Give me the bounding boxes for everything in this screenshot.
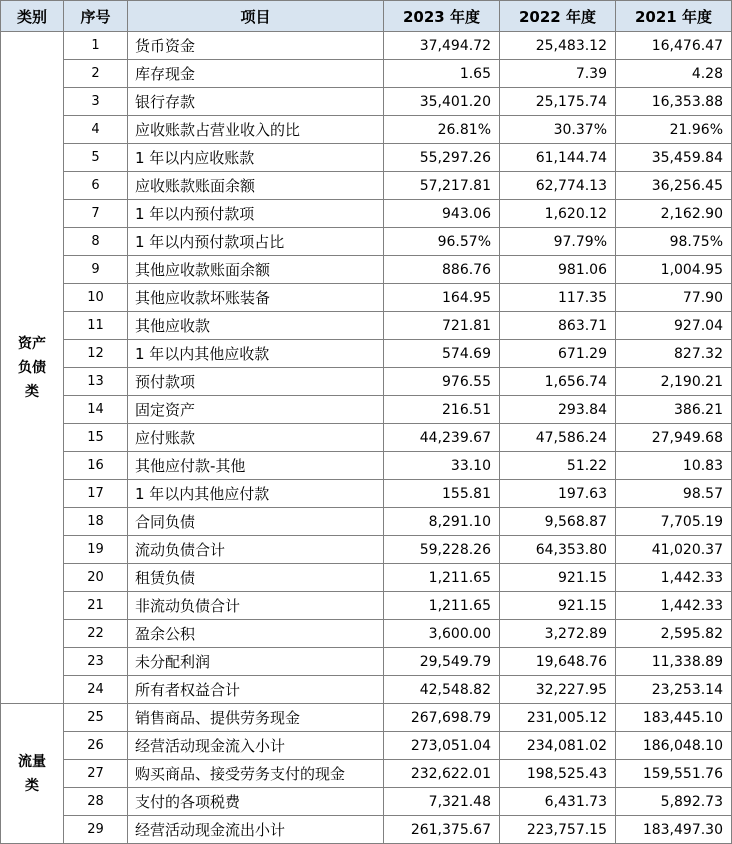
value-2022-cell: 47,586.24: [500, 424, 616, 452]
value-2023-cell: 26.81%: [384, 116, 500, 144]
value-2022-cell: 863.71: [500, 312, 616, 340]
value-2023-cell: 886.76: [384, 256, 500, 284]
value-2021-cell: 186,048.10: [616, 732, 732, 760]
value-2023-cell: 59,228.26: [384, 536, 500, 564]
seq-cell: 26: [64, 732, 128, 760]
value-2023-cell: 574.69: [384, 340, 500, 368]
value-2021-cell: 2,190.21: [616, 368, 732, 396]
value-2023-cell: 1.65: [384, 60, 500, 88]
value-2021-cell: 35,459.84: [616, 144, 732, 172]
seq-cell: 17: [64, 480, 128, 508]
value-2023-cell: 721.81: [384, 312, 500, 340]
value-2021-cell: 7,705.19: [616, 508, 732, 536]
value-2021-cell: 827.32: [616, 340, 732, 368]
value-2022-cell: 64,353.80: [500, 536, 616, 564]
item-cell: 库存现金: [128, 60, 384, 88]
table-row: [1, 564, 732, 592]
value-2022-cell: 293.84: [500, 396, 616, 424]
table-body: [1, 32, 732, 844]
value-2022-cell: 198,525.43: [500, 760, 616, 788]
seq-cell: 11: [64, 312, 128, 340]
seq-cell: 2: [64, 60, 128, 88]
value-2023-cell: 232,622.01: [384, 760, 500, 788]
value-2023-cell: 216.51: [384, 396, 500, 424]
table-row: [1, 508, 732, 536]
value-2023-cell: 267,698.79: [384, 704, 500, 732]
value-2023-cell: 155.81: [384, 480, 500, 508]
value-2023-cell: 35,401.20: [384, 88, 500, 116]
item-cell: 1 年以内其他应付款: [128, 480, 384, 508]
value-2022-cell: 62,774.13: [500, 172, 616, 200]
seq-cell: 6: [64, 172, 128, 200]
value-2022-cell: 9,568.87: [500, 508, 616, 536]
value-2022-cell: 921.15: [500, 592, 616, 620]
value-2021-cell: 386.21: [616, 396, 732, 424]
table-row: [1, 116, 732, 144]
item-cell: 1 年以内预付款项: [128, 200, 384, 228]
item-cell: 盈余公积: [128, 620, 384, 648]
table-row: [1, 704, 732, 732]
header-2021: 2021 年度: [616, 1, 732, 32]
value-2021-cell: 10.83: [616, 452, 732, 480]
category-label: 资产负债类: [18, 335, 46, 400]
value-2022-cell: 981.06: [500, 256, 616, 284]
table-row: [1, 452, 732, 480]
seq-cell: 5: [64, 144, 128, 172]
value-2021-cell: 2,595.82: [616, 620, 732, 648]
table-row: [1, 592, 732, 620]
value-2022-cell: 117.35: [500, 284, 616, 312]
header-item: 项目: [128, 1, 384, 32]
table-row: [1, 88, 732, 116]
table-row: [1, 676, 732, 704]
seq-cell: 20: [64, 564, 128, 592]
value-2021-cell: 98.75%: [616, 228, 732, 256]
seq-cell: 8: [64, 228, 128, 256]
value-2021-cell: 5,892.73: [616, 788, 732, 816]
seq-cell: 23: [64, 648, 128, 676]
seq-cell: 3: [64, 88, 128, 116]
seq-cell: 22: [64, 620, 128, 648]
table-row: [1, 60, 732, 88]
value-2023-cell: 55,297.26: [384, 144, 500, 172]
header-row: [1, 1, 732, 32]
value-2023-cell: 42,548.82: [384, 676, 500, 704]
seq-cell: 29: [64, 816, 128, 844]
item-cell: 经营活动现金流出小计: [128, 816, 384, 844]
value-2021-cell: 41,020.37: [616, 536, 732, 564]
item-cell: 非流动负债合计: [128, 592, 384, 620]
value-2023-cell: 7,321.48: [384, 788, 500, 816]
item-cell: 所有者权益合计: [128, 676, 384, 704]
table-row: [1, 536, 732, 564]
value-2021-cell: 36,256.45: [616, 172, 732, 200]
item-cell: 1 年以内其他应收款: [128, 340, 384, 368]
value-2022-cell: 6,431.73: [500, 788, 616, 816]
item-cell: 银行存款: [128, 88, 384, 116]
value-2021-cell: 23,253.14: [616, 676, 732, 704]
header-2023: 2023 年度: [384, 1, 500, 32]
value-2022-cell: 97.79%: [500, 228, 616, 256]
value-2022-cell: 1,620.12: [500, 200, 616, 228]
table-row: [1, 368, 732, 396]
item-cell: 货币资金: [128, 32, 384, 60]
header-category: 类别: [1, 1, 64, 32]
value-2022-cell: 25,175.74: [500, 88, 616, 116]
item-cell: 租赁负债: [128, 564, 384, 592]
value-2022-cell: 231,005.12: [500, 704, 616, 732]
value-2021-cell: 183,445.10: [616, 704, 732, 732]
value-2023-cell: 96.57%: [384, 228, 500, 256]
table-row: [1, 620, 732, 648]
seq-cell: 12: [64, 340, 128, 368]
value-2023-cell: 261,375.67: [384, 816, 500, 844]
value-2023-cell: 273,051.04: [384, 732, 500, 760]
item-cell: 应收账款账面余额: [128, 172, 384, 200]
value-2021-cell: 1,442.33: [616, 592, 732, 620]
value-2021-cell: 4.28: [616, 60, 732, 88]
value-2023-cell: 164.95: [384, 284, 500, 312]
value-2021-cell: 2,162.90: [616, 200, 732, 228]
value-2023-cell: 3,600.00: [384, 620, 500, 648]
seq-cell: 18: [64, 508, 128, 536]
value-2022-cell: 223,757.15: [500, 816, 616, 844]
table-row: [1, 788, 732, 816]
header-2022: 2022 年度: [500, 1, 616, 32]
value-2021-cell: 1,004.95: [616, 256, 732, 284]
table-row: [1, 256, 732, 284]
item-cell: 应付账款: [128, 424, 384, 452]
item-cell: 其他应付款-其他: [128, 452, 384, 480]
item-cell: 1 年以内应收账款: [128, 144, 384, 172]
item-cell: 合同负债: [128, 508, 384, 536]
value-2021-cell: 11,338.89: [616, 648, 732, 676]
item-cell: 经营活动现金流入小计: [128, 732, 384, 760]
table-row: [1, 424, 732, 452]
value-2022-cell: 921.15: [500, 564, 616, 592]
seq-cell: 25: [64, 704, 128, 732]
item-cell: 应收账款占营业收入的比: [128, 116, 384, 144]
value-2022-cell: 51.22: [500, 452, 616, 480]
seq-cell: 24: [64, 676, 128, 704]
value-2023-cell: 1,211.65: [384, 564, 500, 592]
value-2022-cell: 671.29: [500, 340, 616, 368]
seq-cell: 28: [64, 788, 128, 816]
value-2023-cell: 976.55: [384, 368, 500, 396]
value-2023-cell: 29,549.79: [384, 648, 500, 676]
value-2021-cell: 159,551.76: [616, 760, 732, 788]
value-2022-cell: 61,144.74: [500, 144, 616, 172]
seq-cell: 16: [64, 452, 128, 480]
seq-cell: 13: [64, 368, 128, 396]
value-2022-cell: 30.37%: [500, 116, 616, 144]
seq-cell: 27: [64, 760, 128, 788]
value-2021-cell: 16,476.47: [616, 32, 732, 60]
value-2022-cell: 3,272.89: [500, 620, 616, 648]
value-2022-cell: 7.39: [500, 60, 616, 88]
table-row: [1, 284, 732, 312]
item-cell: 销售商品、提供劳务现金: [128, 704, 384, 732]
table-row: [1, 228, 732, 256]
table-row: [1, 172, 732, 200]
table-row: [1, 732, 732, 760]
seq-cell: 19: [64, 536, 128, 564]
value-2023-cell: 943.06: [384, 200, 500, 228]
table-row: [1, 340, 732, 368]
header-seq: 序号: [64, 1, 128, 32]
category-cell: [1, 704, 64, 844]
value-2021-cell: 77.90: [616, 284, 732, 312]
value-2022-cell: 197.63: [500, 480, 616, 508]
item-cell: 固定资产: [128, 396, 384, 424]
table-row: [1, 200, 732, 228]
value-2021-cell: 27,949.68: [616, 424, 732, 452]
seq-cell: 10: [64, 284, 128, 312]
table-row: [1, 32, 732, 60]
seq-cell: 4: [64, 116, 128, 144]
table-row: [1, 648, 732, 676]
item-cell: 1 年以内预付款项占比: [128, 228, 384, 256]
table-row: [1, 480, 732, 508]
table-row: [1, 760, 732, 788]
seq-cell: 9: [64, 256, 128, 284]
value-2021-cell: 183,497.30: [616, 816, 732, 844]
value-2021-cell: 1,442.33: [616, 564, 732, 592]
table-row: [1, 396, 732, 424]
value-2023-cell: 33.10: [384, 452, 500, 480]
table-row: [1, 816, 732, 844]
item-cell: 购买商品、接受劳务支付的现金: [128, 760, 384, 788]
value-2021-cell: 927.04: [616, 312, 732, 340]
item-cell: 预付款项: [128, 368, 384, 396]
value-2021-cell: 21.96%: [616, 116, 732, 144]
category-label: 流量类: [18, 753, 46, 794]
value-2022-cell: 25,483.12: [500, 32, 616, 60]
table-row: [1, 312, 732, 340]
value-2022-cell: 234,081.02: [500, 732, 616, 760]
value-2021-cell: 98.57: [616, 480, 732, 508]
item-cell: 其他应收款账面余额: [128, 256, 384, 284]
value-2023-cell: 44,239.67: [384, 424, 500, 452]
seq-cell: 1: [64, 32, 128, 60]
value-2022-cell: 19,648.76: [500, 648, 616, 676]
seq-cell: 15: [64, 424, 128, 452]
value-2023-cell: 8,291.10: [384, 508, 500, 536]
seq-cell: 7: [64, 200, 128, 228]
seq-cell: 21: [64, 592, 128, 620]
value-2022-cell: 32,227.95: [500, 676, 616, 704]
value-2023-cell: 57,217.81: [384, 172, 500, 200]
seq-cell: 14: [64, 396, 128, 424]
item-cell: 其他应收款坏账装备: [128, 284, 384, 312]
value-2023-cell: 37,494.72: [384, 32, 500, 60]
item-cell: 支付的各项税费: [128, 788, 384, 816]
item-cell: 其他应收款: [128, 312, 384, 340]
value-2021-cell: 16,353.88: [616, 88, 732, 116]
value-2023-cell: 1,211.65: [384, 592, 500, 620]
item-cell: 流动负债合计: [128, 536, 384, 564]
item-cell: 未分配利润: [128, 648, 384, 676]
value-2022-cell: 1,656.74: [500, 368, 616, 396]
category-cell: [1, 32, 64, 704]
table-row: [1, 144, 732, 172]
